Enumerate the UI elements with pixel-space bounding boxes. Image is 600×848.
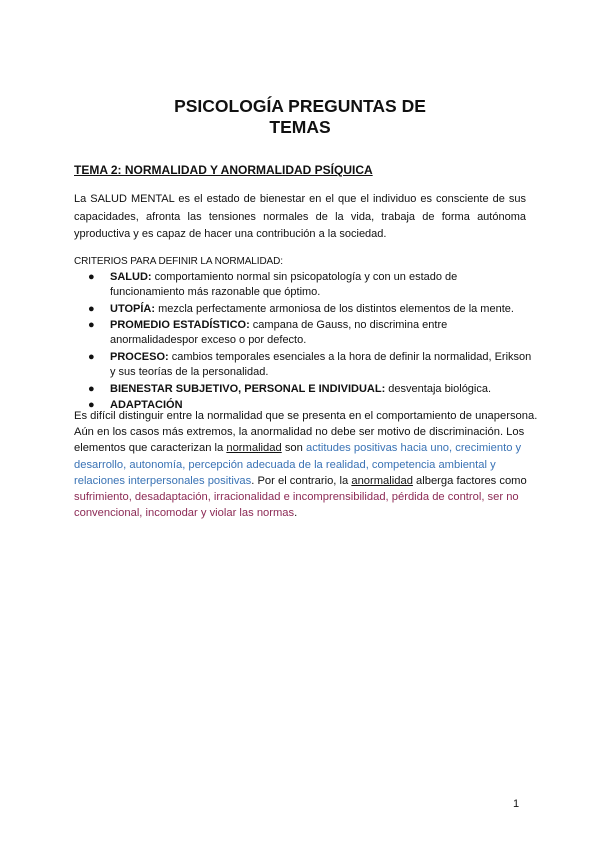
criteria-label: CRITERIOS PARA DEFINIR LA NORMALIDAD: xyxy=(74,256,283,267)
para-text: alberga factores como xyxy=(412,474,527,487)
discussion-paragraph xyxy=(74,408,544,521)
criteria-term: PROCESO: xyxy=(110,350,169,363)
bullet-icon: ● xyxy=(88,350,95,363)
criteria-item xyxy=(74,318,534,348)
criteria-desc: cambios temporales esenciales a la hora de definir la normalidad, Erikson y sus teorías de la personalidad. xyxy=(110,350,532,378)
section-heading: TEMA 2: NORMALIDAD Y ANORMALIDAD PSÍQUICA xyxy=(74,163,373,177)
para-text: . Por el contrario, la xyxy=(251,474,352,487)
criteria-term: SALUD: xyxy=(110,271,152,283)
bullet-icon: ● xyxy=(88,302,95,315)
keyword-normalidad: normalidad xyxy=(226,442,282,455)
criteria-item xyxy=(74,302,534,317)
criteria-item xyxy=(74,270,534,300)
positive-traits: actitudes positivas hacia uno, crecimiento y desarrollo, autonomía, percepción adecuada de la realidad, competencia ambiental y relaciones interpersonales positivas xyxy=(74,442,522,487)
criteria-term: PROMEDIO ESTADÍSTICO: xyxy=(110,319,250,332)
criteria-list xyxy=(74,270,534,415)
intro-paragraph: La SALUD MENTAL es el estado de bienestar en el que el individuo es consciente de sus capacidades, afronta las tensiones normales de la vida, trabaja de forma autónoma yproductiva y es capaz de hacer una contribución a la sociedad. xyxy=(74,193,526,240)
criteria-term: ADAPTACIÓN xyxy=(110,399,183,412)
bullet-icon: ● xyxy=(88,382,95,395)
bullet-icon: ● xyxy=(88,399,95,412)
para-text: Es difícil distinguir entre la normalidad que se presenta en el comportamiento de unapersona. Aún en los casos más extremos, la anormalidad no debe ser motivo de discriminación. Los elementos que caracterizan la xyxy=(74,410,538,455)
criteria-item xyxy=(74,350,534,380)
document-title xyxy=(0,96,600,138)
title-line-2: TEMAS xyxy=(269,117,331,137)
criteria-desc: mezcla perfectamente armoniosa de los distintos elementos de la mente. xyxy=(155,302,514,315)
criteria-desc: comportamiento normal sin psicopatología y con un estado de funcionamiento más razonable que óptimo. xyxy=(110,271,458,298)
para-text: son xyxy=(281,442,306,455)
criteria-term: UTOPÍA: xyxy=(110,302,156,315)
criteria-term: BIENESTAR SUBJETIVO, PERSONAL E INDIVIDUAL: xyxy=(110,382,386,395)
criteria-desc: desventaja biológica. xyxy=(385,382,492,395)
bullet-icon: ● xyxy=(88,319,95,332)
bullet-icon: ● xyxy=(88,271,95,283)
criteria-desc: campana de Gauss, no discrimina entre anormalidadespor exceso o por defecto. xyxy=(110,319,448,347)
criteria-item xyxy=(74,382,534,397)
para-text: . xyxy=(294,507,298,520)
negative-traits: sufrimiento, desadaptación, irracionalidad e incomprensibilidad, pérdida de control, ser no convencional, incomodar y violar las normas xyxy=(74,491,519,520)
page-number: 1 xyxy=(513,798,520,810)
title-line-1: PSICOLOGÍA PREGUNTAS DE xyxy=(174,96,426,116)
keyword-anormalidad: anormalidad xyxy=(351,474,413,487)
